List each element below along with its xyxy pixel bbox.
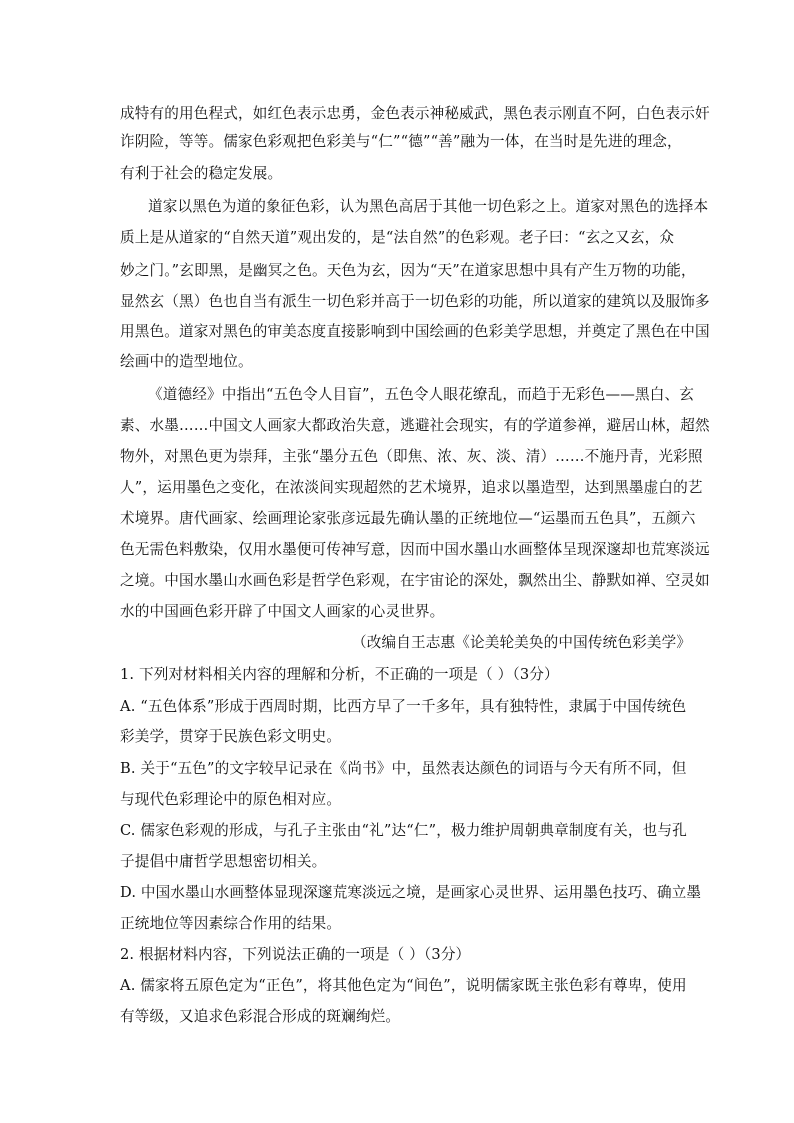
question-1-option-d: D. 中国水墨山水画整体显现深邃荒寒淡远之境，是画家心灵世界、运用墨色技巧、确立墨	[120, 884, 702, 901]
paragraph-line: 显然玄（黑）色也自当有派生一切色彩并高于一切色彩的功能，所以道家的建筑以及服饰多	[120, 293, 710, 310]
paragraph-line: 诈阴险，等等。儒家色彩观把色彩美与“仁”“德”“善”融为一体，在当时是先进的理念，	[120, 133, 682, 150]
question-2-stem: 2. 根据材料内容，下列说法正确的一项是（ ）（3分）	[120, 946, 471, 963]
paragraph-line: 色无需色料敷染，仅用水墨便可传神写意，因而中国水墨山水画整体呈现深邃却也荒寒淡远	[120, 541, 710, 558]
question-1-option-a: A. “五色体系”形成于西周时期，比西方早了一千多年，具有独特性，隶属于中国传统色	[120, 698, 687, 715]
paragraph-line: 用黑色。道家对黑色的审美态度直接影响到中国绘画的色彩美学思想，并奠定了黑色在中国	[120, 323, 710, 340]
question-1-option-b: 与现代色彩理论中的原色相对应。	[120, 791, 342, 808]
paragraph-line: 质上是从道家的“自然天道”观出发的，是“法自然”的色彩观。老子曰：“玄之又玄，众	[120, 229, 675, 246]
paragraph-line: 《道德经》中指出“五色令人目盲”，五色令人眼花缭乱，而趋于无彩色——黑白、玄	[148, 386, 694, 403]
question-1-option-d: 正统地位等因素综合作用的结果。	[120, 915, 342, 932]
question-1-stem: 1. 下列对材料相关内容的理解和分析，不正确的一项是（ ）（3分）	[120, 666, 559, 683]
paragraph-line: 道家以黑色为道的象征色彩，认为黑色高居于其他一切色彩之上。道家对黑色的选择本	[148, 198, 709, 215]
paragraph-line: 术境界。唐代画家、绘画理论家张彦远最先确认墨的正统地位—“运墨而五色具”，五颜六	[120, 510, 696, 527]
question-1-option-b: B. 关于“五色”的文字较早记录在《尚书》中，虽然表达颜色的词语与今天有所不同，但	[120, 760, 687, 777]
question-2-option-a: A. 儒家将五原色定为“正色”，将其他色定为“间色”，说明儒家既主张色彩有尊卑，使用	[120, 977, 687, 994]
paragraph-line: 人”，运用墨色之变化，在浓淡间实现超然的艺术境界，追求以墨造型，达到黑墨虚白的艺	[120, 479, 703, 496]
question-1-option-a: 彩美学，贯穿于民族色彩文明史。	[120, 728, 342, 745]
question-1-option-c: 子提倡中庸哲学思想密切相关。	[120, 853, 327, 870]
paragraph-line: 妙之门。”玄即黑，是幽冥之色。天色为玄，因为“天”在道家思想中具有产生万物的功能，	[120, 262, 696, 279]
source-citation: （改编自王志惠《论美轮美奂的中国传统色彩美学》	[352, 634, 692, 651]
paragraph-line: 成特有的用色程式，如红色表示忠勇，金色表示神秘威武，黑色表示刚直不阿，白色表示奸	[120, 105, 710, 122]
question-1-option-c: C. 儒家色彩观的形成，与孔子主张由“礼”达“仁”，极力维护周朝典章制度有关，也与孔	[120, 822, 687, 839]
paragraph-line: 水的中国画色彩开辟了中国文人画家的心灵世界。	[120, 603, 445, 620]
paragraph-line: 有利于社会的稳定发展。	[120, 165, 283, 182]
question-2-option-a: 有等级，又追求色彩混合形成的斑斓绚烂。	[120, 1008, 401, 1025]
paragraph-line: 素、水墨……中国文人画家大都政治失意，逃避社会现实，有的学道参禅，避居山林，超然	[120, 417, 710, 434]
paragraph-line: 之境。中国水墨山水画色彩是哲学色彩观，在宇宙论的深处，飘然出尘、静默如禅、空灵如	[120, 572, 710, 589]
paragraph-line: 绘画中的造型地位。	[120, 353, 253, 370]
paragraph-line: 物外，对黑色更为崇拜，主张“墨分五色（即焦、浓、灰、淡、清）……不施丹青，光彩照	[120, 448, 703, 465]
